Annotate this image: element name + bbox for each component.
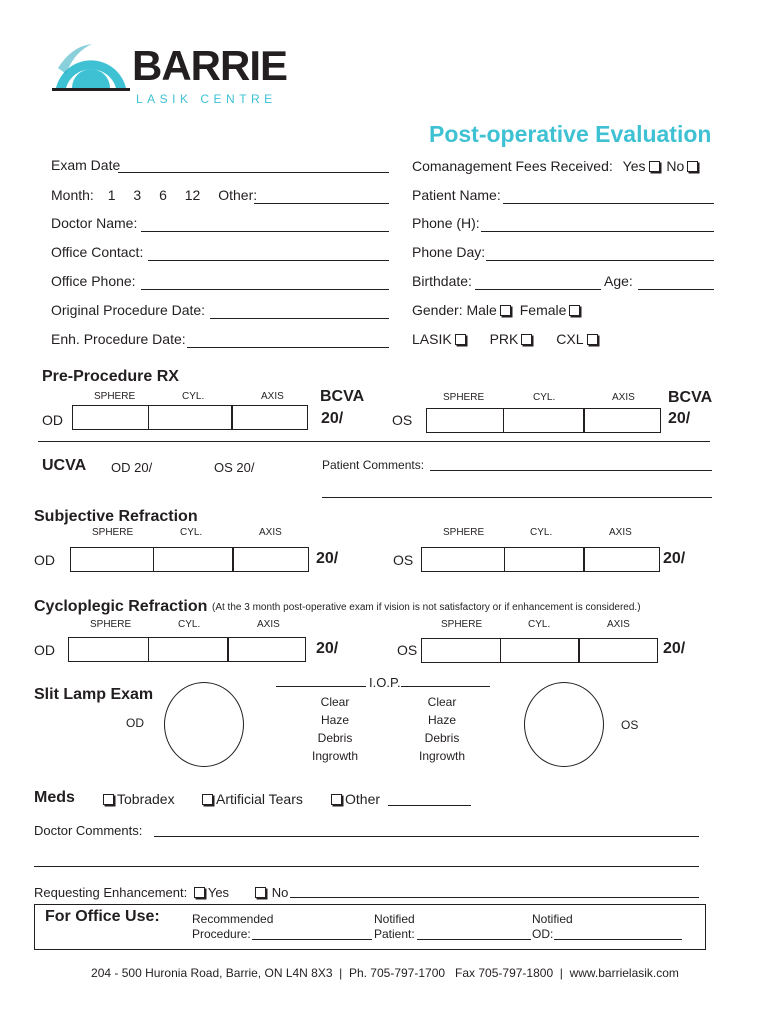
pre-os-label: OS xyxy=(392,412,413,428)
patient-comments-line-1[interactable] xyxy=(430,470,712,471)
gender-female-checkbox[interactable] xyxy=(569,305,580,316)
subjective-od-cyl-box[interactable] xyxy=(153,547,234,572)
birthdate-label: Birthdate: xyxy=(412,273,472,289)
subjective-od-boxes xyxy=(70,547,309,572)
recommended-label: Recommended xyxy=(192,912,274,926)
office-contact-label: Office Contact: xyxy=(51,244,144,260)
subjective-os-axis-header: AXIS xyxy=(609,527,632,538)
cycloplegic-os-boxes xyxy=(421,638,658,663)
artificial-tears-label: Artificial Tears xyxy=(216,791,303,807)
meds-other xyxy=(328,791,380,807)
os-finding-clear[interactable]: Clear xyxy=(427,695,457,709)
enh-procedure-date-line[interactable] xyxy=(187,347,389,348)
pre-procedure-heading: Pre-Procedure RX xyxy=(42,368,179,385)
logo-sun-icon xyxy=(52,40,130,96)
slit-lamp-os-findings xyxy=(407,693,477,765)
tobradex-checkbox[interactable] xyxy=(103,794,114,805)
pre-od-axis-box[interactable] xyxy=(231,405,308,430)
slit-lamp-heading: Slit Lamp Exam xyxy=(34,686,154,703)
ucva-os[interactable]: OS 20/ xyxy=(214,460,255,475)
pre-od-bcva-header: BCVA xyxy=(320,388,365,405)
subjective-os-boxes xyxy=(421,547,660,572)
cxl-label: CXL xyxy=(556,331,584,347)
birthdate-line[interactable] xyxy=(475,289,601,290)
patient-name-line[interactable] xyxy=(503,203,714,204)
pre-os-axis-header: AXIS xyxy=(612,392,635,403)
month-other-line[interactable] xyxy=(254,203,389,204)
prk-label: PRK xyxy=(489,331,519,347)
office-contact-line[interactable] xyxy=(148,260,389,261)
procedure-label: Procedure: xyxy=(192,927,251,941)
gender-male-label: Male xyxy=(466,302,497,318)
patient-comments-label: Patient Comments: xyxy=(322,458,425,472)
od-finding-haze[interactable]: Haze xyxy=(320,713,349,727)
age-label: Age: xyxy=(604,273,633,289)
doctor-comments-line-2[interactable] xyxy=(34,866,699,867)
requesting-row xyxy=(34,885,288,900)
lasik-checkbox[interactable] xyxy=(455,334,466,345)
os-finding-debris[interactable]: Debris xyxy=(424,731,460,745)
month-12[interactable]: 12 xyxy=(184,187,201,203)
slit-lamp-od-label: OD xyxy=(126,716,144,730)
comanagement-no-checkbox[interactable] xyxy=(687,161,698,172)
logo-name: BARRIE xyxy=(132,42,288,89)
od-finding-debris[interactable]: Debris xyxy=(317,731,353,745)
iop-label: I.O.P. xyxy=(369,675,401,690)
procedure-line[interactable] xyxy=(252,939,372,940)
pre-os-sphere-header: SPHERE xyxy=(443,392,485,403)
requesting-label: Requesting Enhancement: xyxy=(34,885,188,900)
notified-patient-label: Patient: xyxy=(374,927,415,941)
subjective-od-va: 20/ xyxy=(316,550,339,567)
prk-checkbox[interactable] xyxy=(521,334,532,345)
cycloplegic-od-axis-header: AXIS xyxy=(257,619,280,630)
pre-od-boxes xyxy=(72,405,308,430)
subjective-od-axis-header: AXIS xyxy=(259,527,282,538)
requesting-no-line[interactable] xyxy=(290,897,699,898)
cycloplegic-os-va: 20/ xyxy=(663,640,686,657)
pre-od-cyl-header: CYL. xyxy=(182,391,205,402)
meds-artificial-tears xyxy=(199,791,303,807)
age-line[interactable] xyxy=(638,289,714,290)
pre-os-bcva-header: BCVA xyxy=(668,389,713,406)
od-finding-clear[interactable]: Clear xyxy=(320,695,350,709)
artificial-tears-checkbox[interactable] xyxy=(202,794,213,805)
cycloplegic-od-label: OD xyxy=(34,642,55,658)
cycloplegic-od-axis-box[interactable] xyxy=(227,637,306,662)
month-3[interactable]: 3 xyxy=(133,187,142,203)
meds-other-line[interactable] xyxy=(388,805,471,806)
notified-patient-top: Notified xyxy=(374,912,415,926)
subjective-od-axis-box[interactable] xyxy=(232,547,309,572)
phone-h-label: Phone (H): xyxy=(412,215,480,231)
pre-od-bcva-value: 20/ xyxy=(321,410,344,427)
cycloplegic-od-cyl-header: CYL. xyxy=(178,619,201,630)
month-other-label: Other: xyxy=(218,187,258,203)
cycloplegic-os-sphere-box[interactable] xyxy=(421,638,501,663)
subjective-od-label: OD xyxy=(34,552,55,568)
comanagement-yes-checkbox[interactable] xyxy=(649,161,660,172)
cxl-checkbox[interactable] xyxy=(587,334,598,345)
pre-os-cyl-header: CYL. xyxy=(533,392,556,403)
cycloplegic-od-va: 20/ xyxy=(316,640,339,657)
subjective-od-cyl-header: CYL. xyxy=(180,527,203,538)
subjective-os-axis-box[interactable] xyxy=(583,547,660,572)
notified-od-label: OD: xyxy=(532,927,554,941)
gender-male-checkbox[interactable] xyxy=(500,305,511,316)
notified-od-line[interactable] xyxy=(554,939,682,940)
requesting-yes-checkbox[interactable] xyxy=(194,887,205,898)
office-use-heading: For Office Use: xyxy=(45,908,160,925)
original-procedure-date-label: Original Procedure Date: xyxy=(51,302,206,318)
requesting-no-checkbox[interactable] xyxy=(255,887,266,898)
doctor-name-label: Doctor Name: xyxy=(51,215,138,231)
cycloplegic-os-axis-box[interactable] xyxy=(578,638,658,663)
meds-other-checkbox[interactable] xyxy=(331,794,342,805)
comanagement-no-label: No xyxy=(666,158,685,174)
office-phone-line[interactable] xyxy=(141,289,389,290)
exam-date-label: Exam Date xyxy=(51,157,121,173)
doctor-comments-line-1[interactable] xyxy=(154,836,699,837)
page-title: Post-operative Evaluation xyxy=(429,121,712,147)
cycloplegic-os-axis-header: AXIS xyxy=(607,619,630,630)
meds-heading: Meds xyxy=(34,789,75,806)
pre-od-label: OD xyxy=(42,412,63,428)
pre-os-axis-box[interactable] xyxy=(583,408,661,433)
procedure-type-row xyxy=(412,331,601,347)
office-phone-label: Office Phone: xyxy=(51,273,136,289)
slit-lamp-os-label: OS xyxy=(621,718,639,732)
requesting-no-label: No xyxy=(271,885,289,900)
subjective-os-cyl-header: CYL. xyxy=(530,527,553,538)
cycloplegic-os-sphere-header: SPHERE xyxy=(441,619,483,630)
notified-od-top: Notified xyxy=(532,912,573,926)
cycloplegic-os-label: OS xyxy=(397,642,418,658)
pre-od-axis-header: AXIS xyxy=(261,391,284,402)
cycloplegic-os-cyl-box[interactable] xyxy=(500,638,580,663)
subjective-heading: Subjective Refraction xyxy=(34,508,198,525)
comanagement-label: Comanagement Fees Received: xyxy=(412,158,613,174)
pre-os-sphere-box[interactable] xyxy=(426,408,504,433)
cycloplegic-od-boxes xyxy=(68,637,306,662)
subjective-os-label: OS xyxy=(393,552,414,568)
doctor-name-line[interactable] xyxy=(141,231,389,232)
tobradex-label: Tobradex xyxy=(117,791,175,807)
pre-od-sphere-header: SPHERE xyxy=(94,391,136,402)
month-label: Month: xyxy=(51,187,94,203)
month-row xyxy=(51,187,257,203)
pre-os-bcva-value: 20/ xyxy=(668,410,691,427)
ucva-od[interactable]: OD 20/ xyxy=(111,460,153,475)
original-procedure-date-line[interactable] xyxy=(210,318,389,319)
meds-tobradex xyxy=(100,791,175,807)
iop-line-right[interactable] xyxy=(401,686,490,687)
doctor-comments-label: Doctor Comments: xyxy=(34,823,143,838)
enh-procedure-date-label: Enh. Procedure Date: xyxy=(51,331,186,347)
slit-lamp-od-circle[interactable] xyxy=(164,682,244,767)
subjective-od-sphere-header: SPHERE xyxy=(92,527,134,538)
comanagement-yes-label: Yes xyxy=(622,158,646,174)
gender-row xyxy=(412,302,583,318)
patient-name-label: Patient Name: xyxy=(412,187,501,203)
comanagement-row xyxy=(412,158,701,174)
gender-label: Gender: xyxy=(412,302,463,318)
phone-day-line[interactable] xyxy=(486,260,714,261)
cycloplegic-note: (At the 3 month post-operative exam if vision is not satisfactory or if enhancement is considered.) xyxy=(212,602,641,613)
phone-h-line[interactable] xyxy=(481,231,714,232)
notified-patient-line[interactable] xyxy=(417,939,531,940)
os-finding-haze[interactable]: Haze xyxy=(427,713,456,727)
pre-od-sphere-box[interactable] xyxy=(72,405,149,430)
subjective-os-sphere-header: SPHERE xyxy=(443,527,485,538)
cycloplegic-heading: Cycloplegic Refraction xyxy=(34,598,208,615)
month-1[interactable]: 1 xyxy=(107,187,116,203)
subjective-os-sphere-box[interactable] xyxy=(421,547,505,572)
pre-os-cyl-box[interactable] xyxy=(503,408,585,433)
subjective-os-cyl-box[interactable] xyxy=(504,547,585,572)
cycloplegic-od-cyl-box[interactable] xyxy=(148,637,229,662)
subjective-os-va: 20/ xyxy=(663,550,686,567)
cycloplegic-os-cyl-header: CYL. xyxy=(528,619,551,630)
lasik-label: LASIK xyxy=(412,331,452,347)
requesting-yes-label: Yes xyxy=(207,885,230,900)
cycloplegic-od-sphere-header: SPHERE xyxy=(90,619,132,630)
barrie-logo xyxy=(52,40,288,112)
exam-date-line[interactable] xyxy=(118,172,389,173)
od-finding-ingrowth[interactable]: Ingrowth xyxy=(311,749,359,763)
slit-lamp-os-circle[interactable] xyxy=(524,682,604,767)
patient-comments-line-2[interactable] xyxy=(322,497,712,498)
gender-female-label: Female xyxy=(519,302,567,318)
pre-procedure-divider xyxy=(38,441,710,442)
iop-line[interactable] xyxy=(276,686,366,687)
pre-od-cyl-box[interactable] xyxy=(148,405,233,430)
slit-lamp-od-findings xyxy=(300,693,370,765)
phone-day-label: Phone Day: xyxy=(412,244,486,260)
ucva-label: UCVA xyxy=(42,457,87,474)
meds-other-label: Other xyxy=(345,791,381,807)
os-finding-ingrowth[interactable]: Ingrowth xyxy=(418,749,466,763)
pre-os-boxes xyxy=(426,408,661,433)
cycloplegic-od-sphere-box[interactable] xyxy=(68,637,149,662)
month-6[interactable]: 6 xyxy=(159,187,167,203)
logo-subtitle: LASIK CENTRE xyxy=(136,92,277,106)
subjective-od-sphere-box[interactable] xyxy=(70,547,154,572)
footer-address: 204 - 500 Huronia Road, Barrie, ON L4N 8X3 | Ph. 705-797-1700 Fax 705-797-1800 | www.barrielasik.com xyxy=(91,966,679,980)
